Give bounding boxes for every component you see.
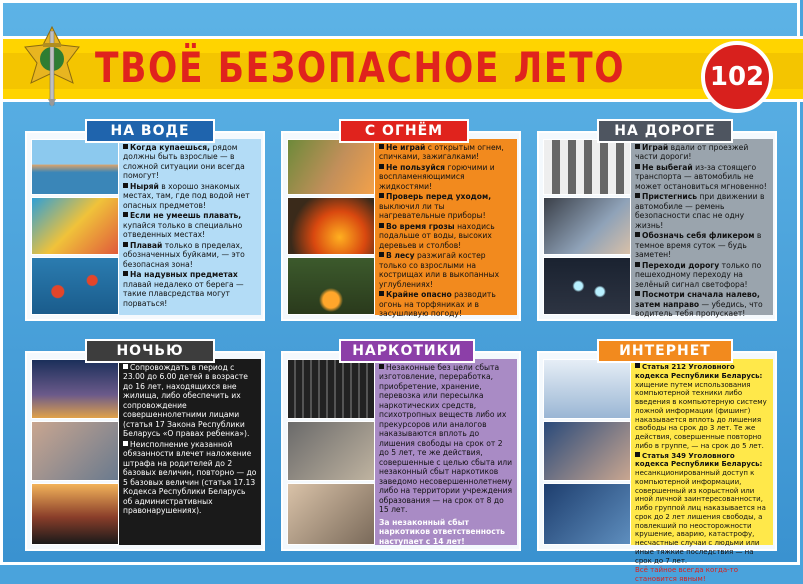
photo-column [543, 139, 631, 315]
list-item: Не играй с открытым огнем, спичками, зажигалками! [379, 143, 504, 162]
emergency-number-badge: 102 [701, 41, 773, 113]
list-item: Статья 212 Уголовного кодекса Республики Беларусь: хищение путем использования компьютерной техники либо введения в компьютерную систему ложной информации (фишинг) наказывается вплоть до лишения свободы на срок до 3 лет. Те же действия, совершенные повторно либо в группе, — на срок до 5 лет. [635, 363, 767, 450]
photo-campfire [287, 257, 375, 315]
list-item: Не выбегай из-за стоящего транспорта — автомобиль не может остановиться мгновенно! [635, 162, 767, 191]
photo-column [31, 359, 119, 545]
drugs-note: За незаконный сбыт наркотиков ответственность наступает с 14 лет! [379, 517, 505, 546]
photo-teens [287, 421, 375, 481]
page-title: ТВОЁ БЕЗОПАСНОЕ ЛЕТО [95, 43, 626, 92]
list-item: Незаконные без цели сбыта изготовление, переработка, приобретение, хранение, перевозка или пересылка наркотических средств, психотропных веществ либо их прекурсоров или аналогов наказываются вплоть до лишения свободы на срок от 2 до 5 лет, те же действия, совершенные с целью сбыта или незаконный сбыт наркотиков заведомо несовершеннолетнему либо на территории учреждения образования — на срок от 8 до 15 лет. [379, 363, 513, 515]
photo-matches [287, 139, 375, 195]
list-item: Когда купаешься, рядом должны быть взрослые — в сложной ситуации они всегда помогут! [123, 143, 245, 181]
panel-road [537, 131, 777, 321]
list-item: Плавай только в пределах, обозначенных буйками, — это безопасная зона! [123, 240, 245, 269]
photo-night-city [31, 359, 119, 419]
panel-water [25, 131, 265, 321]
panel-night [25, 351, 265, 551]
photo-jump [31, 139, 119, 195]
list-item: Если не умеешь плавать, купайся только в специально отведенных местах! [123, 211, 243, 240]
list-item: Обозначь себя фликером в темное время суток — будь заметен! [635, 231, 762, 260]
panel-drugs [281, 351, 521, 551]
panel-internet-text [631, 359, 773, 583]
list-item: В лесу разжигай костер только со взрослыми на кострищах или в выкопанных углублениях! [379, 251, 500, 289]
list-item: Сопровождать в период с 23.00 до 6.00 детей в возрасте до 16 лет, находящихся вне жилища, либо обеспечить их сопровождение совершеннолетними лицами (статья 17 Закона Республики Беларусь «О правах ребенка»). [123, 363, 250, 439]
photo-typing [543, 483, 631, 545]
photo-flicker [543, 257, 631, 315]
internet-note: Всё тайное всегда когда-то становится явным! [635, 566, 739, 583]
photo-seatbelt [543, 197, 631, 255]
photo-keyboard [287, 359, 375, 419]
tab-fire: С ОГНЁМ [339, 119, 469, 143]
list-item: Во время грозы находись подальше от воды, высоких деревьев и столбов! [379, 221, 495, 250]
tab-road: НА ДОРОГЕ [597, 119, 733, 143]
photo-night-walk [31, 483, 119, 545]
photo-crosswalk [543, 139, 631, 195]
tab-drugs: НАРКОТИКИ [339, 339, 475, 363]
photo-column [31, 139, 119, 315]
list-item: Играй вдали от проезжей части дороги! [635, 143, 749, 162]
list-item: Переходи дорогу только по пешеходному переходу на зелёный сигнал светофора! [635, 260, 762, 289]
panel-internet [537, 351, 777, 583]
police-emblem-icon [21, 25, 83, 113]
list-item: Крайне опасно разводить огонь на торфяниках и в засушливую погоду! [379, 290, 496, 319]
panel-road-text [631, 139, 773, 319]
photo-handcuffs [287, 483, 375, 545]
list-item: Не пользуйся горючими и воспламеняющимися жидкостями! [379, 162, 495, 191]
panel-fire [281, 131, 521, 321]
photo-worried-woman [31, 421, 119, 481]
list-item: Неисполнение указанной обязанности влечет наложение штрафа на родителей до 2 базовых величин, повторно — до 5 базовых величин (статья 17.13 Кодекса Республики Беларусь об административных правонарушениях). [123, 439, 257, 516]
photo-boy-computer [543, 421, 631, 481]
panel-water-text [119, 139, 261, 315]
photo-forest-fire [287, 197, 375, 255]
photo-column [287, 359, 375, 545]
tab-night: НОЧЬЮ [85, 339, 215, 363]
panel-drugs-text [375, 359, 517, 545]
photo-buoys [31, 257, 119, 315]
panel-fire-text [375, 139, 517, 319]
list-item: Статья 349 Уголовного кодекса Республики Беларусь: несанкционированный доступ к компьютерной информации, совершенный из корыстной или иной личной заинтересованности, либо группой лиц наказывается на срок до 2 лет лишения свободы, а повлекший по неосторожности крушение, аварию, катастрофу, несчастные случаи с людьми или иные тяжкие последствия — на срок до 7 лет. [635, 451, 766, 565]
list-item: Ныряй в хорошо знакомых местах, там, где под водой нет опасных предметов! [123, 181, 250, 210]
list-item: На надувных предметах плавай недалеко от берега — такие плавсредства могут порваться! [123, 270, 244, 308]
panel-night-text [119, 359, 261, 545]
photo-column [543, 359, 631, 545]
tab-water: НА ВОДЕ [85, 119, 215, 143]
photo-monitor [543, 359, 631, 419]
photo-column [287, 139, 375, 315]
list-item: Посмотри сначала налево, затем направо — убедись, что водитель тебя пропускает! [635, 290, 763, 319]
photo-kids-swim [31, 197, 119, 255]
list-item: Пристегнись при движении в автомобиле — ремень безопасности спас не одну жизнь! [635, 192, 765, 230]
list-item: Проверь перед уходом, выключил ли ты нагревательные приборы! [379, 192, 492, 221]
tab-internet: ИНТЕРНЕТ [597, 339, 733, 363]
